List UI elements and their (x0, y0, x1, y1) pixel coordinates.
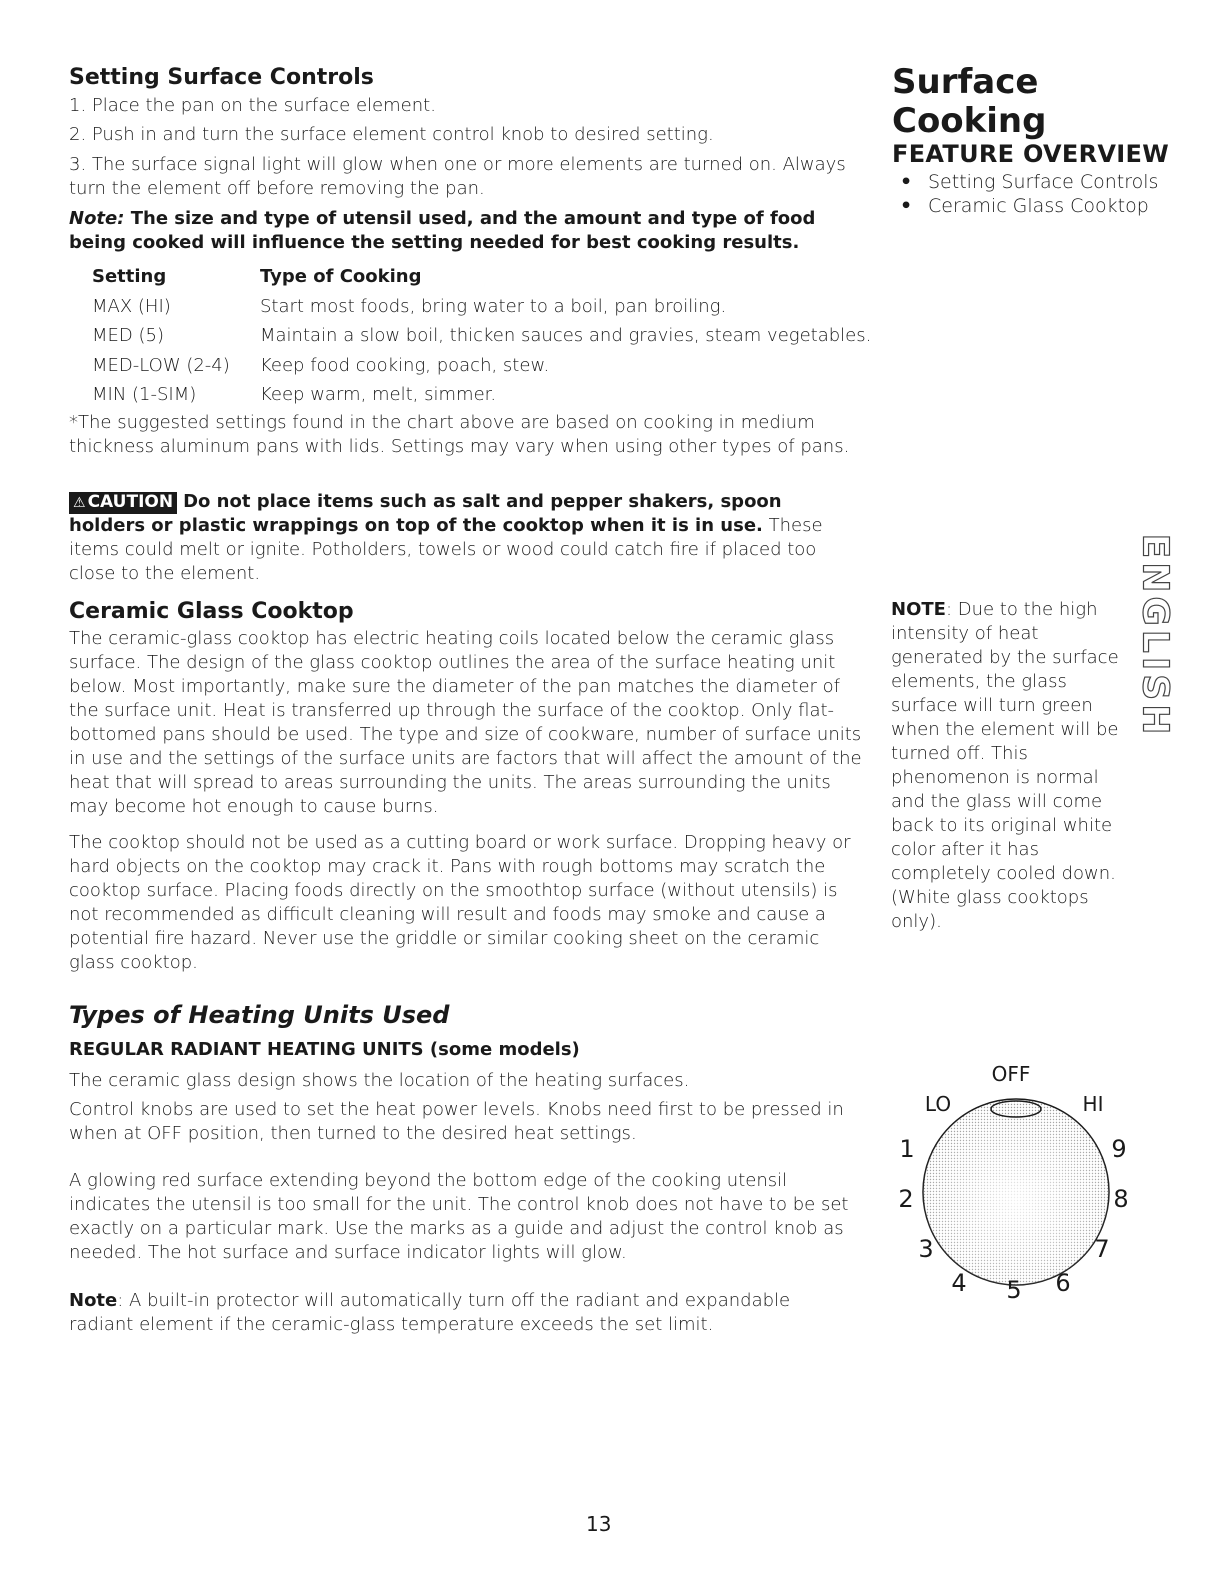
table-cell-setting: MED-LOW (2-4) (92, 354, 230, 376)
step-3: 3. The surface signal light will glow when one or more elements are turned on. Always turn the element off before removing the pan. (69, 154, 846, 199)
table-cell-setting: MED (5) (92, 325, 164, 347)
heating-note (69, 1289, 859, 1337)
table-header-setting: Setting (92, 266, 167, 288)
section-title-ceramic: Ceramic Glass Cooktop (69, 599, 354, 624)
setting-steps (69, 94, 859, 207)
list-item: • Setting Surface Controls (900, 170, 1158, 194)
table-cell-type: Keep warm, melt, simmer. (260, 384, 497, 406)
knob-label-3: 3 (918, 1235, 934, 1263)
knob-label-off: OFF (991, 1062, 1031, 1086)
step-2: 2. Push in and turn the surface element control knob to desired setting. (69, 124, 714, 145)
table-header-type: Type of Cooking (260, 266, 422, 288)
caution-badge-label: CAUTION (87, 492, 174, 512)
feature-list (900, 170, 1158, 218)
ceramic-para-1: The ceramic-glass cooktop has electric heating coils located below the ceramic glass surface. The design of the glass cooktop outlines the area of the surface heating unit below. Most importantly, make sure the diameter of the pan matches the diameter of the surface unit. Heat is transferred up through the surface of the cooktop. Only flat-bottomed pans should be used. The type and size of cookware, number of surface units in use and the settings of the surface units are factors that will affect the amount of the heat that will spread to areas surrounding the units. The areas surrounding the units may become hot enough to cause burns. (69, 628, 862, 817)
table-row (92, 321, 871, 351)
heating-units-subtitle: REGULAR RADIANT HEATING UNITS (some models) (69, 1039, 580, 1060)
heating-para-3: A glowing red surface extending beyond the bottom edge of the cooking utensil indicates the utensil is too small for the unit. The control knob does not have to be set exactly on a particular mark. Use the marks as a guide and adjust the control knob as needed. The hot surface and surface indicator lights will glow. (69, 1170, 849, 1263)
knob-label-8: 8 (1113, 1185, 1129, 1213)
section-title-setting-controls: Setting Surface Controls (69, 65, 374, 90)
knob-label-9: 9 (1111, 1135, 1127, 1163)
warning-triangle-icon: ⚠ (73, 495, 86, 511)
knob-label-1: 1 (899, 1135, 915, 1163)
table-row (92, 351, 871, 381)
knob-label-2: 2 (898, 1185, 914, 1213)
heating-para-1: The ceramic glass design shows the location of the heating surfaces. (69, 1070, 690, 1091)
section-title-heating-units: Types of Heating Units Used (69, 1001, 450, 1029)
knob-label-4: 4 (951, 1269, 967, 1297)
heating-para-2: Control knobs are used to set the heat power levels. Knobs need first to be pressed in when at OFF position, then turned to the desired heat settings. (69, 1099, 844, 1144)
caution-bold-text: Do not place items such as salt and pepper shakers, spoon holders or plastic wrappings on top of the cooktop when it is in use. (69, 491, 782, 536)
table-header-row (92, 262, 871, 292)
sidebar-note-text: : Due to the high intensity of heat generated by the surface elements, the glass surface will turn green when the element will be turned off. This phenomenon is normal and the glass will come back to its original white color after it has completely cooled down. (White glass cooktops only). (891, 599, 1119, 932)
knob-label-hi: HI (1082, 1092, 1104, 1116)
knob-shading (923, 1099, 1109, 1285)
side-title-line2: Cooking (892, 101, 1047, 141)
side-title-line1: Surface (892, 62, 1039, 102)
caution-text: These items could melt or ignite. Potholders, towels or wood could catch fire if placed too close to the element. (69, 515, 823, 584)
table-cell-setting: MAX (HI) (92, 295, 171, 317)
feature-overview-heading: FEATURE OVERVIEW (892, 140, 1169, 168)
table-cell-type: Start most foods, bring water to a boil, pan broiling. (260, 295, 727, 317)
ceramic-para-2: The cooktop should not be used as a cutting board or work surface. Dropping heavy or hard objects on the cooktop may crack it. Pans with rough bottoms may scratch the cooktop surface. Placing foods directly on the smoothtop surface (without utensils) is not recommended as difficult cleaning will result and foods may smoke and cause a potential fire hazard. Never use the griddle or similar cooking sheet on the ceramic glass cooktop. (69, 832, 851, 973)
settings-footnote: *The suggested settings found in the chart above are based on cooking in medium thickness aluminum pans with lids. Settings may vary when using other types of pans. (69, 412, 850, 457)
page-number: 13 (586, 1512, 612, 1536)
table-cell-type: Maintain a slow boil, thicken sauces and gravies, steam vegetables. (260, 325, 872, 347)
knob-label-6: 6 (1055, 1269, 1071, 1297)
control-knob-illustration (890, 1055, 1150, 1315)
sidebar-note-label: NOTE (891, 599, 946, 620)
setting-note (69, 207, 859, 255)
knob-label-lo: LO (924, 1092, 952, 1116)
note-label: Note: (69, 208, 125, 229)
step-1: 1. Place the pan on the surface element. (69, 95, 436, 116)
language-tab: ENGLISH (1134, 533, 1176, 739)
caution-badge (69, 492, 177, 514)
settings-table (92, 262, 871, 410)
sidebar-note (891, 598, 1131, 934)
caution-block (69, 490, 859, 586)
knob-label-7: 7 (1094, 1235, 1110, 1263)
knob-indicator-icon (991, 1101, 1041, 1117)
heating-note-label: Note (69, 1290, 118, 1311)
list-item: • Ceramic Glass Cooktop (900, 194, 1158, 218)
table-cell-setting: MIN (1-SIM) (92, 384, 197, 406)
heating-note-text: : A built-in protector will automatically turn off the radiant and expandable radiant element if the ceramic-glass temperature exceeds the set limit. (69, 1290, 791, 1335)
table-row (92, 380, 871, 410)
table-cell-type: Keep food cooking, poach, stew. (260, 354, 550, 376)
table-row (92, 292, 871, 322)
note-text: The size and type of utensil used, and the amount and type of food being cooked will influence the setting needed for best cooking results. (69, 208, 816, 253)
knob-label-5: 5 (1006, 1276, 1022, 1304)
